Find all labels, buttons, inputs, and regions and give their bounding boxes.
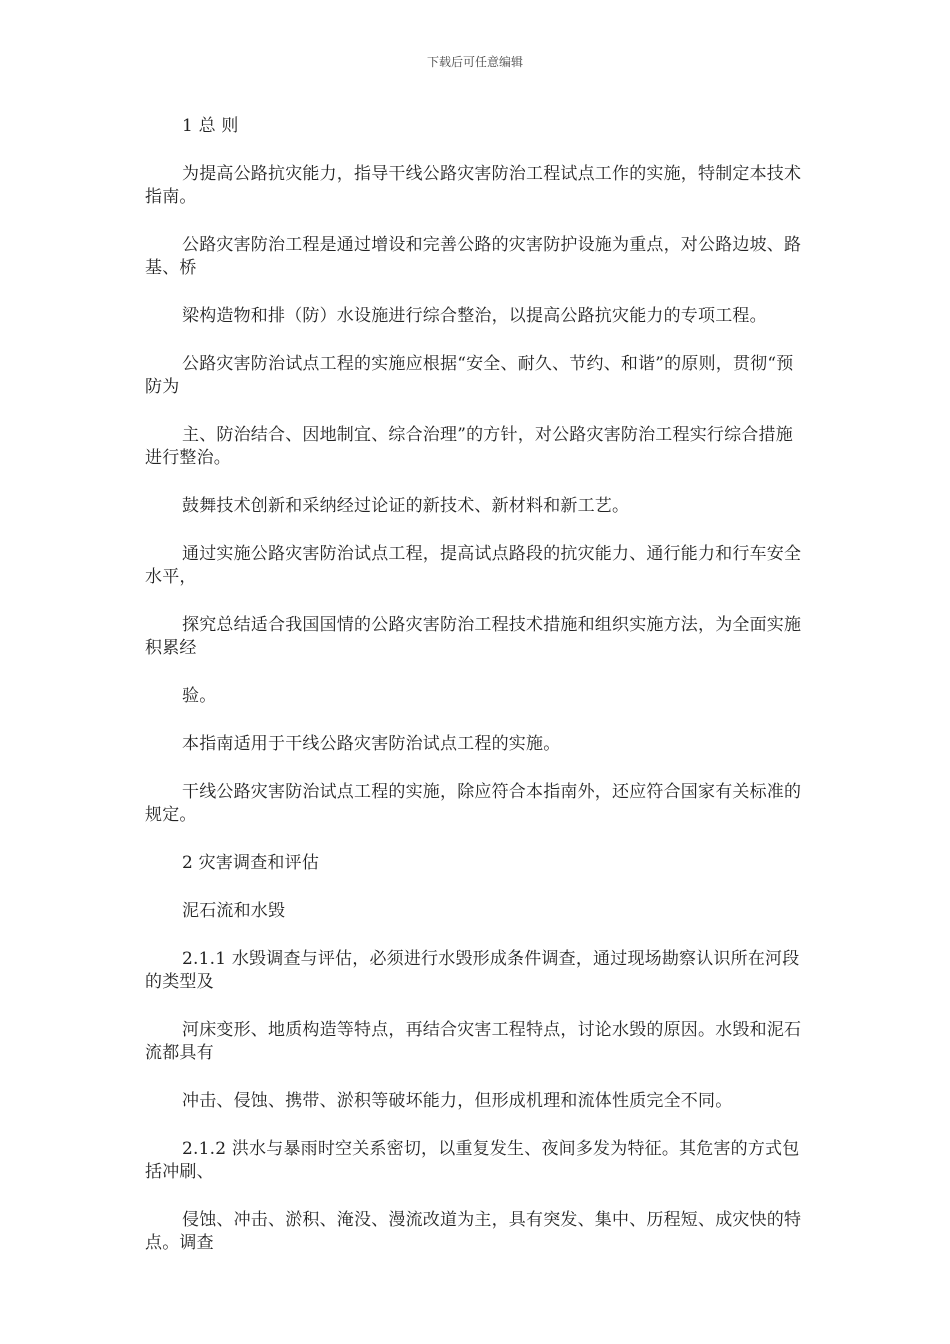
- paragraph: 探究总结适合我国国情的公路灾害防治工程技术措施和组织实施方法，为全面实施积累经: [145, 615, 802, 658]
- section-heading-general: 1 总 则: [182, 116, 239, 136]
- paragraph: 公路灾害防治工程是通过增设和完善公路的灾害防护设施为重点，对公路边坡、路基、桥: [145, 235, 802, 278]
- page-header-note: 下载后可任意编辑: [426, 55, 523, 69]
- subsection-heading-debris-flow: 泥石流和水毁: [182, 901, 286, 921]
- paragraph: 2.1.2 洪水与暴雨时空关系密切，以重复发生、夜间多发为特征。其危害的方式包括冲刷、: [145, 1139, 800, 1182]
- paragraph: 主、防治结合、因地制宜、综合治理”的方针，对公路灾害防治工程实行综合措施进行整治。: [145, 425, 793, 468]
- paragraph: 通过实施公路灾害防治试点工程，提高试点路段的抗灾能力、通行能力和行车安全水平，: [145, 544, 802, 587]
- paragraph: 干线公路灾害防治试点工程的实施，除应符合本指南外，还应符合国家有关标准的规定。: [145, 782, 802, 825]
- paragraph: 侵蚀、冲击、淤积、淹没、漫流改道为主，具有突发、集中、历程短、成灾快的特点。调查: [145, 1210, 802, 1253]
- paragraph: 验。: [182, 686, 217, 706]
- paragraph: 公路灾害防治试点工程的实施应根据“安全、耐久、节约、和谐”的原则，贯彻“预防为: [145, 354, 794, 397]
- paragraph: 冲击、侵蚀、携带、淤积等破坏能力，但形成机理和流体性质完全不同。: [182, 1091, 733, 1111]
- paragraph: 本指南适用于干线公路灾害防治试点工程的实施。: [182, 734, 561, 754]
- paragraph: 鼓舞技术创新和采纳经过论证的新技术、新材料和新工艺。: [182, 496, 630, 516]
- paragraph: 为提高公路抗灾能力，指导干线公路灾害防治工程试点工作的实施，特制定本技术指南。: [145, 164, 802, 207]
- paragraph: 梁构造物和排（防）水设施进行综合整治，以提高公路抗灾能力的专项工程。: [182, 306, 767, 326]
- paragraph: 2.1.1 水毁调查与评估，必须进行水毁形成条件调查，通过现场勘察认识所在河段的类型及: [145, 949, 800, 992]
- document-body: [145, 115, 805, 1280]
- section-heading-disaster-survey: 2 灾害调查和评估: [182, 853, 320, 873]
- paragraph: 河床变形、地质构造等特点，再结合灾害工程特点，讨论水毁的原因。水毁和泥石流都具有: [145, 1020, 802, 1063]
